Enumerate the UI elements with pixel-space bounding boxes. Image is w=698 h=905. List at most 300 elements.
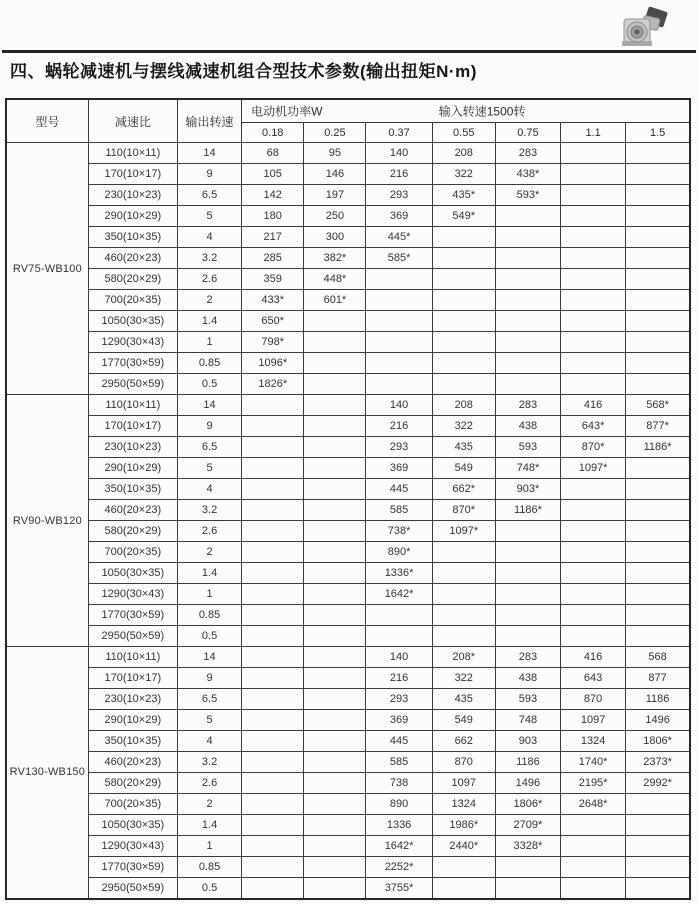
output-speed-cell: 0.85	[177, 857, 241, 878]
table-row	[6, 773, 690, 794]
torque-value-cell: 208	[432, 395, 495, 416]
torque-value-cell	[242, 500, 304, 521]
torque-value-cell: 322	[432, 164, 495, 185]
torque-value-cell	[242, 563, 304, 584]
torque-value-cell	[561, 311, 626, 332]
torque-value-cell	[304, 395, 366, 416]
ratio-cell: 580(20×29)	[88, 521, 177, 542]
torque-value-cell: 1096*	[242, 353, 304, 374]
torque-value-cell	[304, 374, 366, 395]
torque-value-cell	[432, 290, 495, 311]
torque-value-cell	[304, 521, 366, 542]
torque-value-cell: 1324	[561, 731, 626, 752]
torque-value-cell	[432, 626, 495, 647]
torque-value-cell: 438	[495, 668, 560, 689]
torque-value-cell: 322	[432, 668, 495, 689]
torque-value-cell: 283	[495, 647, 560, 668]
torque-value-cell	[495, 878, 560, 899]
torque-value-cell	[366, 626, 432, 647]
torque-value-cell	[561, 605, 626, 626]
torque-value-cell	[561, 164, 626, 185]
torque-value-cell: 197	[304, 185, 366, 206]
torque-value-cell: 1186	[626, 689, 690, 710]
torque-value-cell: 662*	[432, 479, 495, 500]
table-row	[6, 731, 690, 752]
col-header-power-1-1: 1.1	[561, 123, 626, 143]
torque-value-cell	[242, 857, 304, 878]
torque-value-cell	[432, 269, 495, 290]
ratio-cell: 290(10×29)	[88, 206, 177, 227]
torque-value-cell	[626, 542, 690, 563]
table-row	[6, 878, 690, 899]
torque-value-cell: 643*	[561, 416, 626, 437]
output-speed-cell: 3.2	[177, 248, 241, 269]
table-row	[6, 416, 690, 437]
output-speed-cell: 1.4	[177, 815, 241, 836]
torque-value-cell: 3328*	[495, 836, 560, 857]
table-row	[6, 332, 690, 353]
torque-value-cell	[242, 584, 304, 605]
torque-value-cell: 568*	[626, 395, 690, 416]
torque-value-cell	[304, 311, 366, 332]
torque-value-cell	[561, 500, 626, 521]
output-speed-cell: 14	[177, 647, 241, 668]
ratio-cell: 1290(30×43)	[88, 332, 177, 353]
output-speed-cell: 4	[177, 731, 241, 752]
torque-value-cell	[242, 437, 304, 458]
torque-value-cell	[304, 857, 366, 878]
ratio-cell: 170(10×17)	[88, 668, 177, 689]
torque-value-cell	[561, 479, 626, 500]
torque-value-cell	[626, 185, 690, 206]
torque-value-cell	[304, 626, 366, 647]
torque-value-cell	[304, 584, 366, 605]
output-speed-cell: 0.5	[177, 878, 241, 899]
ratio-cell: 1290(30×43)	[88, 584, 177, 605]
torque-value-cell: 140	[366, 143, 432, 164]
torque-value-cell: 369	[366, 458, 432, 479]
table-body	[6, 143, 690, 899]
torque-value-cell: 2252*	[366, 857, 432, 878]
torque-value-cell: 585	[366, 500, 432, 521]
torque-value-cell: 435	[432, 437, 495, 458]
ratio-cell: 230(10×23)	[88, 185, 177, 206]
output-speed-cell: 4	[177, 479, 241, 500]
output-speed-cell: 9	[177, 668, 241, 689]
table-row	[6, 836, 690, 857]
torque-value-cell: 435	[432, 689, 495, 710]
torque-value-cell	[242, 752, 304, 773]
torque-value-cell	[626, 290, 690, 311]
output-speed-cell: 2.6	[177, 269, 241, 290]
torque-value-cell	[495, 374, 560, 395]
ratio-cell: 2950(50×59)	[88, 626, 177, 647]
torque-value-cell: 1097*	[561, 458, 626, 479]
torque-value-cell: 285	[242, 248, 304, 269]
table-row	[6, 458, 690, 479]
torque-value-cell: 1186*	[495, 500, 560, 521]
torque-value-cell	[626, 164, 690, 185]
torque-value-cell	[242, 815, 304, 836]
torque-value-cell	[626, 521, 690, 542]
torque-value-cell	[561, 584, 626, 605]
col-header-ratio: 减速比	[88, 99, 177, 143]
ratio-cell: 230(10×23)	[88, 437, 177, 458]
torque-value-cell: 293	[366, 437, 432, 458]
output-speed-cell: 6.5	[177, 185, 241, 206]
torque-value-cell	[304, 689, 366, 710]
torque-value-cell: 438	[495, 416, 560, 437]
torque-value-cell: 216	[366, 164, 432, 185]
torque-value-cell	[561, 206, 626, 227]
table-row	[6, 353, 690, 374]
col-header-power-0-37: 0.37	[366, 123, 432, 143]
output-speed-cell: 9	[177, 164, 241, 185]
torque-value-cell: 1097	[561, 710, 626, 731]
input-speed-label: 输入转速1500转	[438, 104, 526, 119]
table-row	[6, 584, 690, 605]
torque-value-cell	[242, 458, 304, 479]
torque-value-cell	[304, 500, 366, 521]
torque-value-cell	[626, 311, 690, 332]
ratio-cell: 290(10×29)	[88, 710, 177, 731]
torque-value-cell	[495, 521, 560, 542]
torque-value-cell: 445	[366, 479, 432, 500]
torque-value-cell: 438*	[495, 164, 560, 185]
torque-value-cell: 1186	[495, 752, 560, 773]
header-divider-rule	[2, 50, 696, 53]
torque-value-cell: 643	[561, 668, 626, 689]
torque-value-cell	[626, 500, 690, 521]
table-row	[6, 710, 690, 731]
torque-value-cell	[366, 311, 432, 332]
ratio-cell: 170(10×17)	[88, 416, 177, 437]
torque-value-cell: 435*	[432, 185, 495, 206]
torque-value-cell	[242, 794, 304, 815]
torque-value-cell	[495, 206, 560, 227]
torque-value-cell	[561, 836, 626, 857]
torque-value-cell	[626, 584, 690, 605]
torque-value-cell: 382*	[304, 248, 366, 269]
torque-value-cell	[626, 206, 690, 227]
torque-value-cell: 1826*	[242, 374, 304, 395]
torque-value-cell: 1496	[495, 773, 560, 794]
torque-value-cell	[242, 521, 304, 542]
torque-value-cell	[626, 563, 690, 584]
torque-value-cell	[626, 353, 690, 374]
torque-value-cell: 105	[242, 164, 304, 185]
ratio-cell: 460(20×23)	[88, 248, 177, 269]
torque-value-cell	[242, 395, 304, 416]
torque-value-cell: 2992*	[626, 773, 690, 794]
ratio-cell: 2950(50×59)	[88, 374, 177, 395]
ratio-cell: 1050(30×35)	[88, 815, 177, 836]
torque-value-cell: 369	[366, 710, 432, 731]
ratio-cell: 700(20×35)	[88, 290, 177, 311]
torque-value-cell	[561, 521, 626, 542]
ratio-cell: 1770(30×59)	[88, 857, 177, 878]
table-row	[6, 605, 690, 626]
output-speed-cell: 14	[177, 143, 241, 164]
output-speed-cell: 1	[177, 836, 241, 857]
ratio-cell: 1770(30×59)	[88, 605, 177, 626]
torque-value-cell	[304, 437, 366, 458]
torque-value-cell: 359	[242, 269, 304, 290]
torque-value-cell: 568	[626, 647, 690, 668]
torque-value-cell	[242, 668, 304, 689]
torque-value-cell	[626, 248, 690, 269]
torque-value-cell: 369	[366, 206, 432, 227]
table-row	[6, 395, 690, 416]
ratio-cell: 1050(30×35)	[88, 563, 177, 584]
torque-value-cell	[304, 647, 366, 668]
output-speed-cell: 2.6	[177, 773, 241, 794]
torque-value-cell: 217	[242, 227, 304, 248]
torque-value-cell: 877	[626, 668, 690, 689]
output-speed-cell: 0.85	[177, 353, 241, 374]
torque-value-cell	[366, 290, 432, 311]
table-row	[6, 311, 690, 332]
torque-value-cell	[304, 752, 366, 773]
torque-value-cell: 593	[495, 437, 560, 458]
torque-value-cell: 293	[366, 185, 432, 206]
table-row	[6, 290, 690, 311]
torque-value-cell	[495, 269, 560, 290]
torque-value-cell	[304, 542, 366, 563]
table-row	[6, 857, 690, 878]
torque-value-cell	[626, 878, 690, 899]
col-header-power-group	[242, 99, 690, 123]
torque-value-cell	[495, 353, 560, 374]
torque-value-cell	[495, 563, 560, 584]
torque-value-cell: 283	[495, 395, 560, 416]
torque-value-cell	[242, 542, 304, 563]
torque-value-cell: 748	[495, 710, 560, 731]
torque-value-cell	[561, 374, 626, 395]
torque-value-cell: 250	[304, 206, 366, 227]
torque-value-cell	[626, 143, 690, 164]
spec-table	[5, 98, 691, 900]
torque-value-cell	[561, 857, 626, 878]
torque-value-cell: 95	[304, 143, 366, 164]
torque-value-cell: 180	[242, 206, 304, 227]
torque-value-cell	[366, 269, 432, 290]
torque-value-cell	[432, 227, 495, 248]
torque-value-cell: 1097	[432, 773, 495, 794]
torque-value-cell: 416	[561, 395, 626, 416]
torque-value-cell: 650*	[242, 311, 304, 332]
table-row	[6, 647, 690, 668]
torque-value-cell: 2373*	[626, 752, 690, 773]
torque-value-cell: 1186*	[626, 437, 690, 458]
table-row	[6, 500, 690, 521]
torque-value-cell: 903*	[495, 479, 560, 500]
output-speed-cell: 4	[177, 227, 241, 248]
torque-value-cell	[304, 563, 366, 584]
torque-value-cell: 585*	[366, 248, 432, 269]
ratio-cell: 2950(50×59)	[88, 878, 177, 899]
ratio-cell: 110(10×11)	[88, 143, 177, 164]
output-speed-cell: 2	[177, 794, 241, 815]
torque-value-cell	[495, 248, 560, 269]
torque-value-cell: 593*	[495, 185, 560, 206]
torque-value-cell	[561, 542, 626, 563]
ratio-cell: 350(10×35)	[88, 479, 177, 500]
output-speed-cell: 0.5	[177, 626, 241, 647]
torque-value-cell	[304, 479, 366, 500]
torque-value-cell: 870*	[432, 500, 495, 521]
torque-value-cell: 283	[495, 143, 560, 164]
torque-value-cell: 208	[432, 143, 495, 164]
ratio-cell: 1290(30×43)	[88, 836, 177, 857]
output-speed-cell: 3.2	[177, 500, 241, 521]
output-speed-cell: 5	[177, 458, 241, 479]
torque-value-cell: 146	[304, 164, 366, 185]
torque-value-cell	[495, 227, 560, 248]
torque-value-cell	[432, 857, 495, 878]
output-speed-cell: 1	[177, 332, 241, 353]
model-cell: RV130-WB150	[6, 647, 88, 899]
torque-value-cell	[242, 416, 304, 437]
ratio-cell: 110(10×11)	[88, 395, 177, 416]
torque-value-cell	[495, 605, 560, 626]
table-row	[6, 542, 690, 563]
ratio-cell: 350(10×35)	[88, 227, 177, 248]
torque-value-cell	[242, 689, 304, 710]
table-row	[6, 479, 690, 500]
torque-value-cell: 1097*	[432, 521, 495, 542]
output-speed-cell: 9	[177, 416, 241, 437]
torque-value-cell	[304, 836, 366, 857]
output-speed-cell: 3.2	[177, 752, 241, 773]
output-speed-cell: 0.5	[177, 374, 241, 395]
torque-value-cell	[304, 353, 366, 374]
torque-value-cell: 2195*	[561, 773, 626, 794]
torque-value-cell	[432, 584, 495, 605]
torque-value-cell	[432, 248, 495, 269]
torque-value-cell	[561, 185, 626, 206]
table-row	[6, 752, 690, 773]
torque-value-cell: 140	[366, 395, 432, 416]
torque-value-cell	[626, 857, 690, 878]
torque-value-cell	[561, 878, 626, 899]
table-row	[6, 206, 690, 227]
torque-value-cell: 738	[366, 773, 432, 794]
ratio-cell: 1770(30×59)	[88, 353, 177, 374]
torque-value-cell	[561, 563, 626, 584]
torque-value-cell	[626, 458, 690, 479]
table-row	[6, 794, 690, 815]
torque-value-cell	[561, 626, 626, 647]
torque-value-cell: 593	[495, 689, 560, 710]
torque-value-cell	[626, 626, 690, 647]
motor-power-label: 电动机功率W	[251, 104, 323, 119]
ratio-cell: 460(20×23)	[88, 752, 177, 773]
torque-value-cell: 216	[366, 668, 432, 689]
output-speed-cell: 5	[177, 206, 241, 227]
torque-value-cell: 890*	[366, 542, 432, 563]
page-title: 四、蜗轮减速机与摆线减速机组合型技术参数(输出扭矩N·m)	[10, 62, 477, 81]
col-header-output-speed: 输出转速	[177, 99, 241, 143]
torque-value-cell: 322	[432, 416, 495, 437]
output-speed-cell: 6.5	[177, 437, 241, 458]
ratio-cell: 700(20×35)	[88, 794, 177, 815]
table-row	[6, 437, 690, 458]
torque-value-cell	[304, 731, 366, 752]
torque-value-cell	[242, 878, 304, 899]
table-row	[6, 248, 690, 269]
torque-value-cell: 748*	[495, 458, 560, 479]
col-header-power-1-5: 1.5	[626, 123, 690, 143]
torque-value-cell	[304, 416, 366, 437]
ratio-cell: 700(20×35)	[88, 542, 177, 563]
output-speed-cell: 1.4	[177, 311, 241, 332]
torque-value-cell	[432, 878, 495, 899]
torque-value-cell	[561, 815, 626, 836]
torque-value-cell: 1986*	[432, 815, 495, 836]
torque-value-cell	[366, 374, 432, 395]
torque-value-cell: 448*	[304, 269, 366, 290]
col-header-power-0-75: 0.75	[495, 123, 560, 143]
gear-reducer-photo-icon	[616, 5, 672, 51]
torque-value-cell: 2648*	[561, 794, 626, 815]
torque-value-cell	[242, 710, 304, 731]
torque-value-cell: 549*	[432, 206, 495, 227]
table-row	[6, 374, 690, 395]
torque-value-cell	[242, 731, 304, 752]
torque-value-cell: 1740*	[561, 752, 626, 773]
table-row	[6, 563, 690, 584]
torque-value-cell: 662	[432, 731, 495, 752]
torque-value-cell	[304, 773, 366, 794]
table-row	[6, 185, 690, 206]
torque-value-cell	[495, 857, 560, 878]
torque-value-cell: 585	[366, 752, 432, 773]
torque-value-cell	[304, 794, 366, 815]
torque-value-cell: 1642*	[366, 584, 432, 605]
torque-value-cell	[626, 374, 690, 395]
table-row	[6, 269, 690, 290]
torque-value-cell	[561, 227, 626, 248]
torque-value-cell	[304, 815, 366, 836]
torque-value-cell	[432, 542, 495, 563]
torque-value-cell	[432, 605, 495, 626]
table-row	[6, 815, 690, 836]
torque-value-cell	[495, 626, 560, 647]
torque-value-cell	[626, 332, 690, 353]
col-header-model: 型号	[6, 99, 88, 143]
torque-value-cell: 870	[432, 752, 495, 773]
torque-value-cell	[626, 269, 690, 290]
model-cell: RV90-WB120	[6, 395, 88, 647]
torque-value-cell	[495, 290, 560, 311]
output-speed-cell: 1.4	[177, 563, 241, 584]
col-header-power-0-25: 0.25	[304, 123, 366, 143]
torque-value-cell: 738*	[366, 521, 432, 542]
torque-value-cell: 208*	[432, 647, 495, 668]
ratio-cell: 230(10×23)	[88, 689, 177, 710]
torque-value-cell: 1806*	[495, 794, 560, 815]
table-row	[6, 227, 690, 248]
torque-value-cell	[242, 773, 304, 794]
torque-value-cell	[626, 815, 690, 836]
output-speed-cell: 0.85	[177, 605, 241, 626]
torque-value-cell: 216	[366, 416, 432, 437]
torque-value-cell: 1642*	[366, 836, 432, 857]
torque-value-cell: 300	[304, 227, 366, 248]
table-row	[6, 143, 690, 164]
output-speed-cell: 5	[177, 710, 241, 731]
